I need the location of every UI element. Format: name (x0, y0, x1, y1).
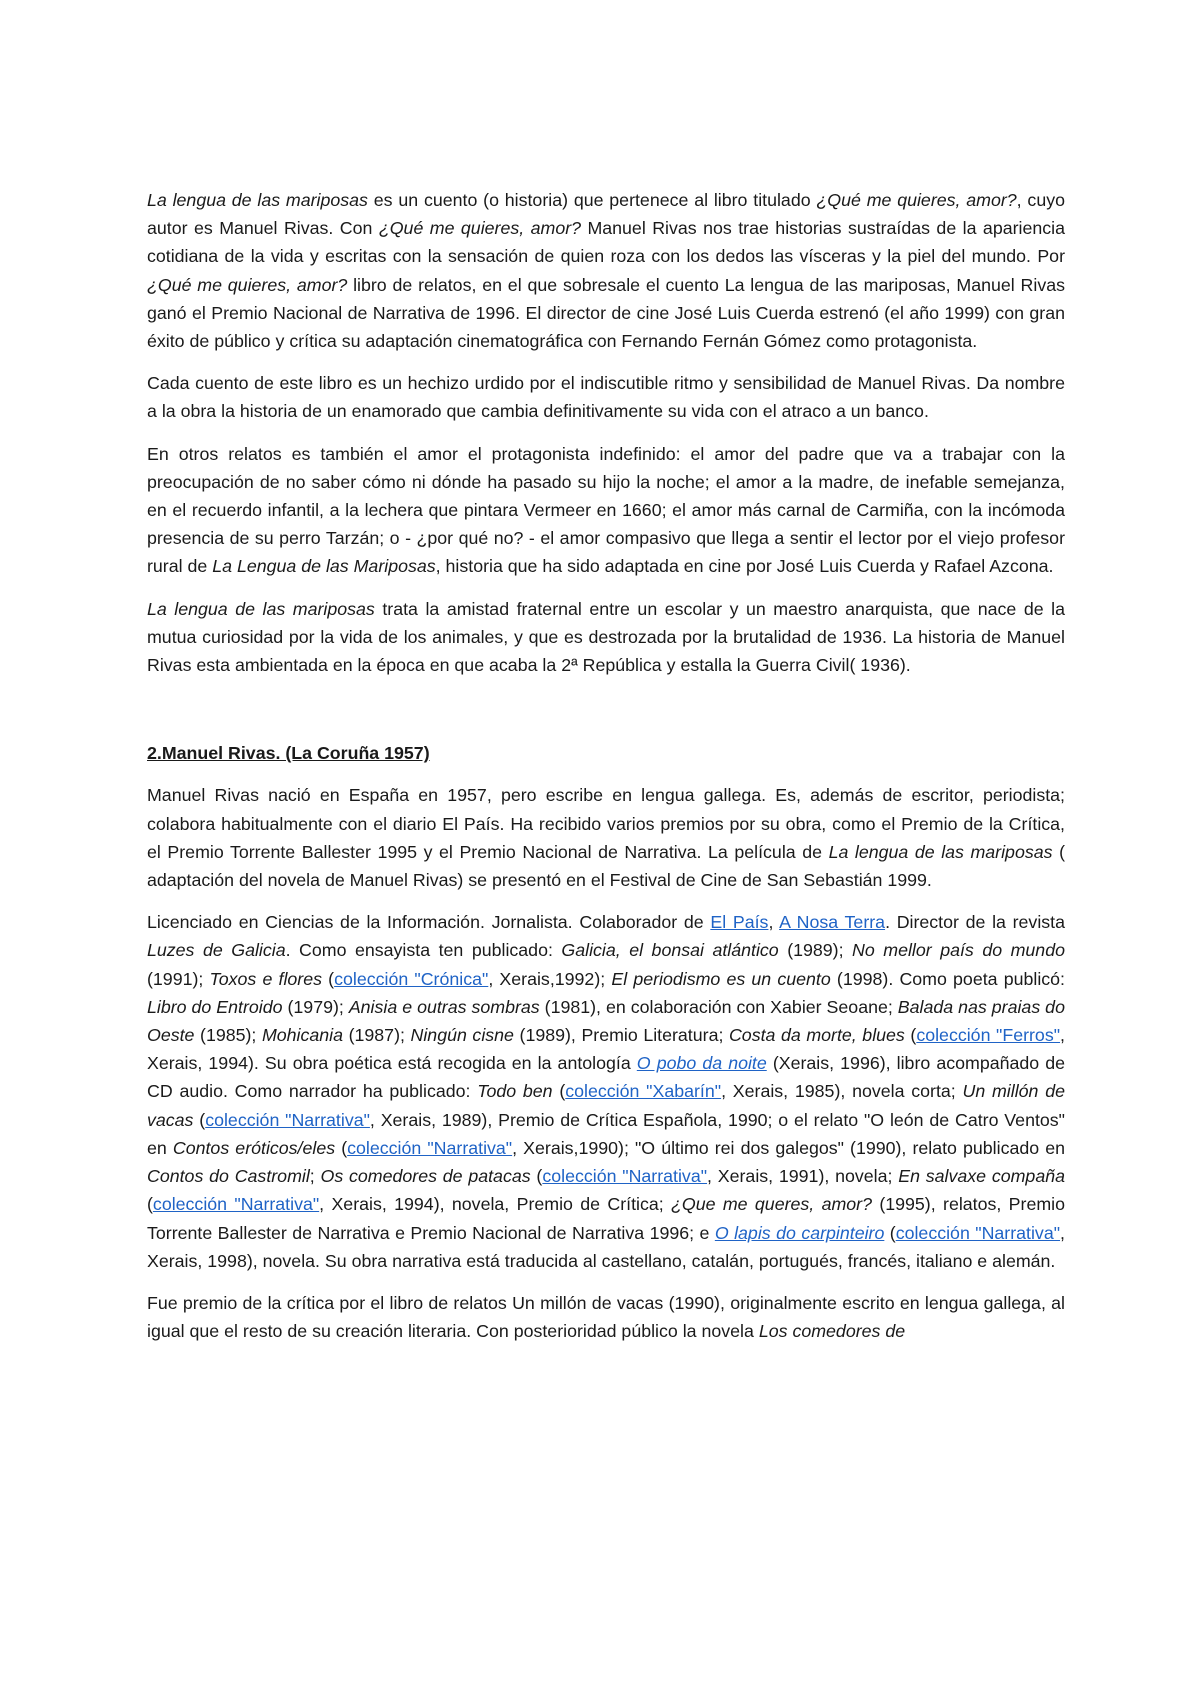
italic-title: Mohicania (261, 1025, 344, 1046)
inline-link[interactable]: El País (710, 912, 769, 933)
italic-title: La lengua de las mariposas (828, 841, 1053, 862)
text-run: ( (193, 1109, 206, 1130)
italic-title: Luzes de Galicia (147, 940, 286, 961)
text-run: (1998). Como poeta publicó: (830, 968, 1065, 989)
italic-title: No mellor país do mundo (852, 940, 1065, 961)
inline-link[interactable]: colección "Narrativa" (347, 1137, 513, 1158)
paragraph-premio-critica (147, 1289, 1065, 1345)
text-run: (1981), en colaboración con Xabier Seoane; (539, 996, 898, 1017)
text-run: , Xerais,1990); "O último rei dos galegos" (1990), relato publicado en (512, 1137, 1066, 1158)
text-run: ( (322, 968, 335, 989)
text-run: (1991); (147, 968, 210, 989)
text-run: , Xerais,1992); (488, 968, 612, 989)
paragraph-biografia (147, 781, 1065, 894)
text-run: Fue premio de la crítica por el libro de relatos Un millón de vacas (1990), originalmente escrito en lengua gallega, al igual que el resto de su creación literaria. Con posterioridad público la novela (147, 1292, 1065, 1342)
document-page (147, 186, 1065, 1359)
inline-link[interactable]: colección "Narrativa" (895, 1222, 1061, 1243)
text-run: ( (147, 1194, 153, 1215)
inline-link[interactable]: O pobo da noite (636, 1053, 767, 1074)
inline-link[interactable]: O lapis do carpinteiro (714, 1222, 885, 1243)
text-run: Manuel Rivas nos trae historias sustraídas de la apariencia cotidiana de la vida y escritas con la sensación de quien roza con los dedos las vísceras y la piel del mundo. Por (147, 218, 1065, 267)
section-heading: 2.Manuel Rivas. (La Coruña 1957) (147, 743, 430, 764)
italic-title: ¿Que me queres, amor? (671, 1194, 872, 1215)
text-run: ( adaptación del novela de Manuel Rivas) se presentó en el Festival de Cine de San Sebastián 1999. (147, 841, 1065, 891)
text-run: es un cuento (o historia) que pertenece al libro titulado (367, 190, 817, 210)
inline-link[interactable]: colección "Narrativa" (152, 1194, 320, 1215)
italic-title: Toxos e flores (209, 968, 323, 989)
inline-link[interactable]: colección "Narrativa" (205, 1109, 370, 1130)
text-run: Licenciado en Ciencias de la Información. Jornalista. Colaborador de (147, 912, 711, 933)
italic-title: El periodismo es un cuento (611, 968, 831, 989)
italic-title: Libro do Entroido (147, 996, 283, 1017)
text-run: libro de relatos, en el que sobresale el cuento La lengua de las mariposas, Manuel Rivas ganó el Premio Nacional de Narrativa de 1996. El director de cine José Luis Cuerda estrenó (el año 1999) con gran éxito de público y crítica su adaptación cinematográfica con Fernando Fernán Gómez como protagonista. (147, 274, 1065, 352)
italic-title: Un millón de vacas (147, 1081, 1065, 1130)
italic-title: Costa da morte, blues (728, 1025, 905, 1046)
text-run: , Xerais, 1991), novela; (707, 1166, 899, 1187)
paragraph-hechizo: Cada cuento de este libro es un hechizo urdido por el indiscutible ritmo y sensibilidad de Manuel Rivas. Da nombre a la obra la historia de un enamorado que cambia definitivamente su vida con el atraco a un banco. (147, 373, 1065, 422)
text-run: trata la amistad fraternal entre un escolar y un maestro anarquista, que nace de la mutua curiosidad por la vida de los animales, y que es destrozada por la brutalidad de 1936. La historia de Manuel Rivas esta ambientada en la época en que acaba la 2ª República y estalla la Guerra Civil( 1936). (147, 598, 1065, 676)
text-run: , Xerais, 1989), Premio de Crítica Española, 1990; o el relato "O león de Catro Ventos" en (147, 1109, 1065, 1158)
text-run: , Xerais, 1998), novela. Su obra narrativa está traducida al castellano, catalán, portugués, francés, italiano e alemán. (147, 1222, 1065, 1271)
text-run: ( (335, 1137, 348, 1158)
text-run: (1995), relatos, Premio Torrente Ballester de Narrativa e Premio Nacional de Narrativa 1996; e (147, 1194, 1066, 1243)
text-run: , Xerais, 1985), novela corta; (721, 1081, 963, 1102)
italic-title: Todo ben (477, 1081, 553, 1102)
text-run: , Xerais, 1994), novela, Premio de Crítica; (319, 1194, 672, 1215)
text-run: (1985); (194, 1025, 262, 1046)
text-run: ( (552, 1081, 566, 1102)
italic-title: Ningún cisne (410, 1025, 514, 1046)
italic-title: En salvaxe compaña (898, 1166, 1065, 1187)
text-run: (1987); (343, 1025, 411, 1046)
italic-title: Los comedores de (758, 1321, 906, 1342)
text-run: (1989); (778, 940, 853, 961)
text-run: En otros relatos es también el amor el protagonista indefinido: el amor del padre que va a trabajar con la preocupación de no saber cómo ni dónde ha pasado su hijo la noche; el amor a la madre, de inefable semejanza, en el recuerdo infantil, a la lechera que pintara Vermeer en 1660; el amor más carnal de Carmiña, con la incómoda presencia de su perro Tarzán; o - ¿por qué no? - el amor compasivo que llega a sentir el lector por el viejo profesor rural de (147, 443, 1065, 577)
text-run: , cuyo autor es Manuel Rivas. Con (147, 190, 1065, 239)
text-run: ( (530, 1166, 543, 1187)
italic-title: Contos do Castromil (147, 1166, 310, 1187)
text-run: . Como ensayista ten publicado: (285, 940, 562, 961)
inline-link[interactable]: colección "Narrativa" (542, 1166, 708, 1187)
paragraph-amistad (147, 595, 1065, 680)
italic-title: ¿Qué me quieres, amor? (816, 190, 1017, 210)
inline-link[interactable]: colección "Ferros" (916, 1025, 1061, 1046)
inline-link[interactable]: colección "Xabarín" (565, 1081, 722, 1102)
inline-link[interactable]: colección "Crónica" (334, 968, 489, 989)
text-run: ( (884, 1222, 896, 1243)
italic-title: ¿Qué me quieres, amor? (378, 218, 582, 239)
text-run: (Xerais, 1996), libro acompañado de CD audio. Como narrador ha publicado: (147, 1053, 1066, 1102)
italic-title: ¿Qué me quieres, amor? (147, 274, 348, 295)
text-run: ( (904, 1025, 917, 1046)
paragraph-intro (147, 186, 1065, 355)
italic-title: Os comedores de patacas (320, 1166, 531, 1187)
inline-link[interactable]: A Nosa Terra (779, 912, 886, 933)
paragraph-bibliografia (147, 908, 1065, 1275)
italic-title: Balada nas praias do Oeste (147, 996, 1065, 1046)
text-run: , Xerais, 1994). Su obra poética está recogida en la antología (147, 1025, 1065, 1074)
italic-title: La lengua de las mariposas (147, 598, 375, 619)
text-run: . Director de la revista (885, 912, 1065, 933)
text-run: Manuel Rivas nació en España en 1957, pero escribe en lengua gallega. Es, además de escritor, periodista; colabora habitualmente con el diario El País. Ha recibido varios premios por su obra, como el Premio de la Crítica, el Premio Torrente Ballester 1995 y el Premio Nacional de Narrativa. La película de (147, 785, 1065, 862)
text-run: ; (309, 1166, 321, 1187)
italic-title: Galicia, el bonsai atlántico (561, 940, 779, 961)
text-run: , (768, 912, 780, 933)
text-run: (1989), Premio Literatura; (513, 1025, 729, 1046)
text-run: (1979); (282, 996, 349, 1017)
italic-title: Contos eróticos/eles (172, 1137, 336, 1158)
italic-title: La lengua de las mariposas (147, 190, 368, 210)
paragraph-otros-relatos (147, 440, 1065, 581)
italic-title: Anisia e outras sombras (348, 996, 540, 1017)
italic-title: La Lengua de las Mariposas (212, 556, 436, 577)
text-run: , historia que ha sido adaptada en cine por José Luis Cuerda y Rafael Azcona. (435, 556, 1054, 577)
